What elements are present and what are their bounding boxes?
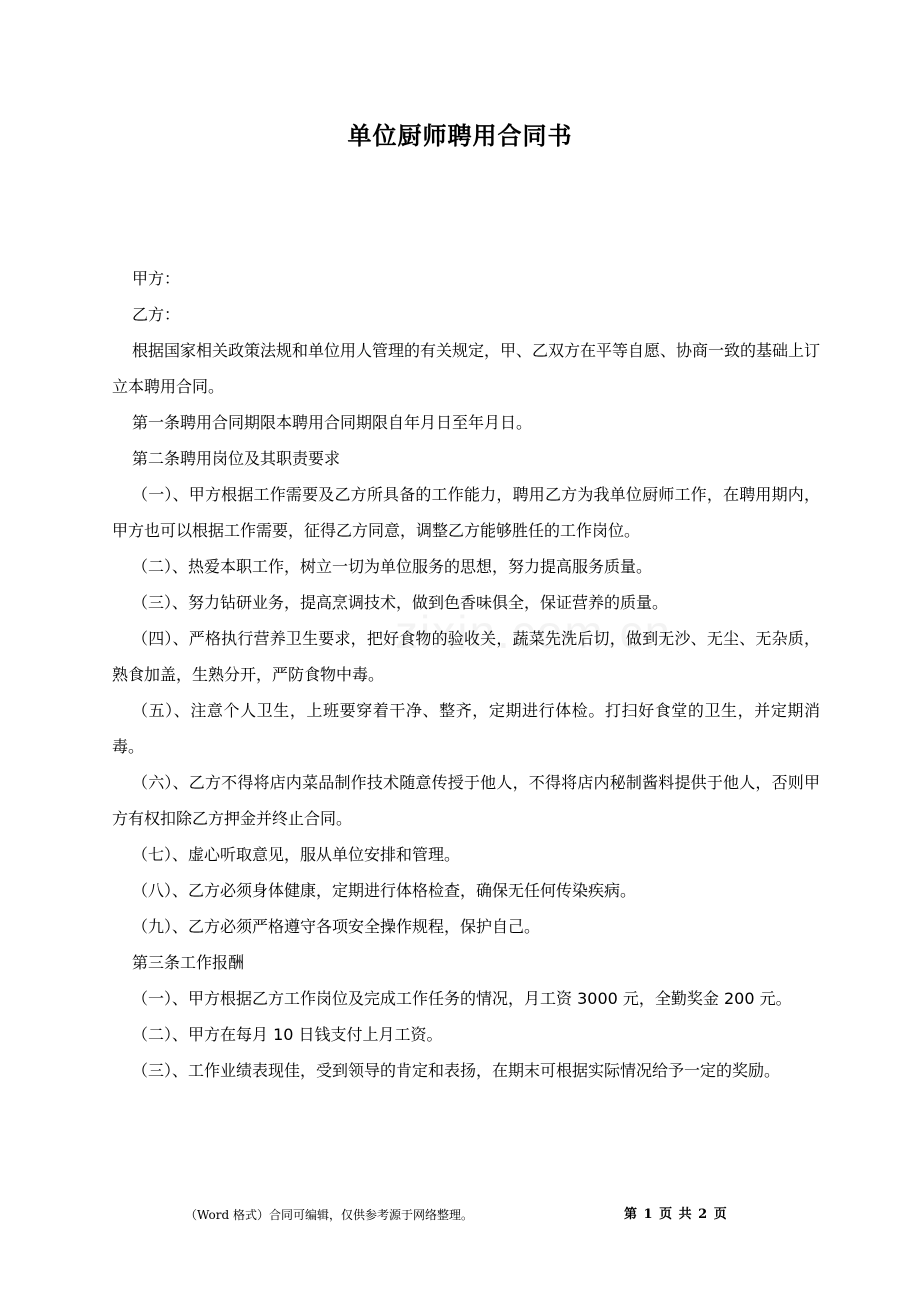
paragraph: 第三条工作报酬 xyxy=(132,953,245,972)
paragraph: 第二条聘用岗位及其职责要求 xyxy=(132,449,341,468)
paragraph: （三）、工作业绩表现佳，受到领导的肯定和表扬，在期末可根据实际情况给予一定的奖励。 xyxy=(132,1061,781,1080)
paragraph: （四）、严格执行营养卫生要求，把好食物的验收关，蔬菜先洗后切，做到无沙、无尘、无杂质，熟食加盖，生熟分开，严防食物中毒。 xyxy=(112,629,820,684)
paragraph: （一）、甲方根据工作需要及乙方所具备的工作能力，聘用乙方为我单位厨师工作，在聘用期内，甲方也可以根据工作需要，征得乙方同意，调整乙方能够胜任的工作岗位。 xyxy=(112,485,820,540)
paragraph: （三）、努力钻研业务，提高烹调技术，做到色香味俱全，保证营养的质量。 xyxy=(132,593,669,612)
footer-note: （Word 格式）合同可编辑，仅供参考源于网络整理。 xyxy=(185,1208,473,1222)
paragraph: （八）、乙方必须身体健康，定期进行体格检查，确保无任何传染疾病。 xyxy=(132,881,637,900)
paragraph: （五）、注意个人卫生，上班要穿着干净、整齐，定期进行体检。打扫好食堂的卫生，并定期消毒。 xyxy=(112,701,820,756)
paragraph: （七）、虚心听取意见，服从单位安排和管理。 xyxy=(132,845,461,864)
page-footer xyxy=(0,1204,920,1226)
paragraph: 甲方： xyxy=(132,269,181,288)
paragraph: （一）、甲方根据乙方工作岗位及完成工作任务的情况，月工资 3000 元，全勤奖金 200 元。 xyxy=(132,989,792,1008)
paragraph: （二）、热爱本职工作，树立一切为单位服务的思想，努力提高服务质量。 xyxy=(132,557,653,576)
paragraph: 第一条聘用合同期限本聘用合同期限自年月日至年月日。 xyxy=(132,413,533,432)
paragraph: （六）、乙方不得将店内菜品制作技术随意传授于他人，不得将店内秘制酱料提供于他人，否则甲方有权扣除乙方押金并终止合同。 xyxy=(112,773,820,828)
paragraph: 乙方： xyxy=(132,305,181,324)
paragraph: 根据国家相关政策法规和单位用人管理的有关规定，甲、乙双方在平等自愿、协商一致的基础上订立本聘用合同。 xyxy=(112,341,821,396)
paragraph: （二）、甲方在每月 10 日钱支付上月工资。 xyxy=(132,1025,443,1044)
page-number: 第 1 页 共 2 页 xyxy=(624,1207,727,1222)
document-title: 单位厨师聘用合同书 xyxy=(347,122,573,150)
paragraph: （九）、乙方必须严格遵守各项安全操作规程，保护自己。 xyxy=(132,917,541,936)
document-body xyxy=(112,261,820,1089)
